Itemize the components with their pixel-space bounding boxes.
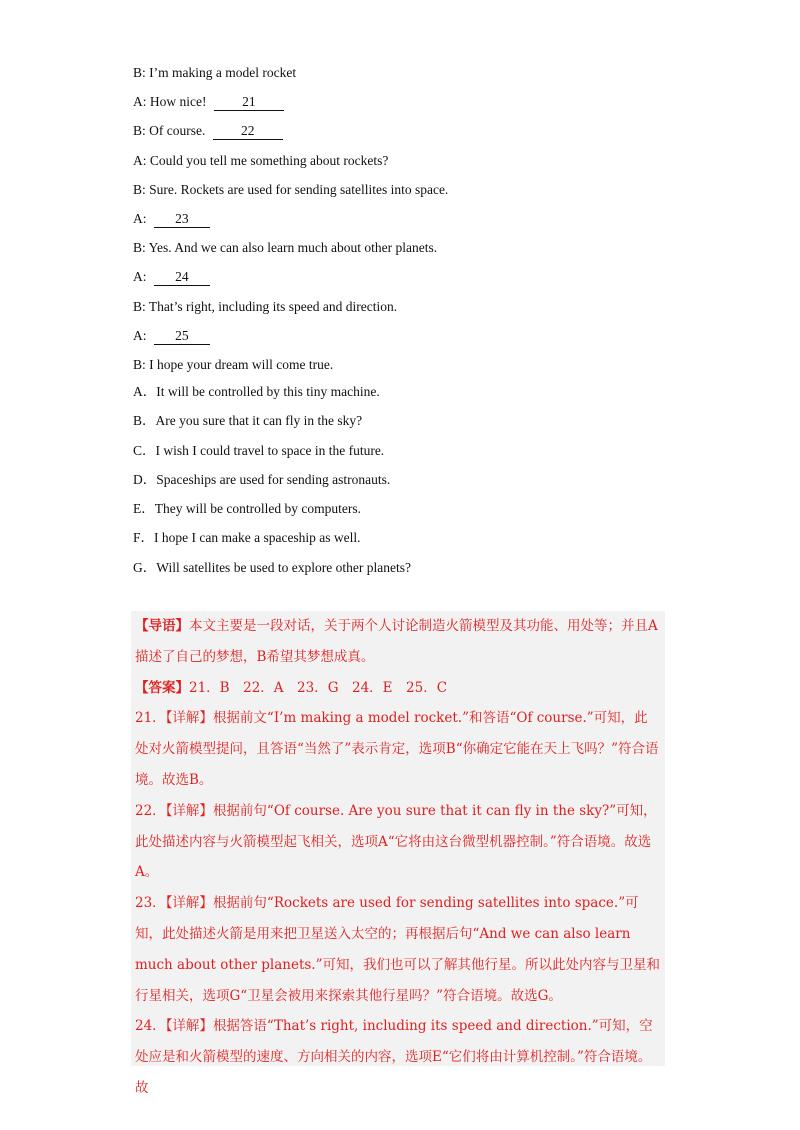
dialogue-line: [133, 292, 673, 321]
detail-24: [135, 1011, 665, 1103]
speaker-label: B:: [133, 240, 146, 256]
dialogue-text: How nice!: [149, 94, 207, 110]
answer-options: [133, 377, 673, 582]
dialogue-text: I hope your dream will come true.: [149, 356, 334, 372]
dialogue-text: Could you tell me something about rockets?: [149, 152, 389, 168]
detail-number: 24．: [135, 1018, 166, 1035]
detail-text: 根据前句“Of course. Are you sure that it can fly in the sky?”可知，此处描述内容与火箭模型起飞相关，选项A“它将由这台微型机器控制。”符合语境。故选A。: [135, 802, 657, 881]
detail-tag: 【详解】: [165, 895, 213, 912]
speaker-label: A:: [133, 94, 147, 110]
speaker-label: B:: [133, 123, 146, 139]
dialogue: [133, 58, 673, 379]
answer-blank: 22: [213, 123, 283, 140]
detail-number: 22．: [135, 802, 166, 819]
dialogue-line: [133, 350, 673, 379]
answer-tag: 【答案】: [135, 679, 189, 696]
speaker-label: B:: [133, 181, 146, 197]
dialogue-text: I’m making a model rocket: [149, 65, 297, 80]
speaker-label: B:: [133, 356, 146, 372]
dialogue-text: Of course.: [149, 123, 206, 139]
option-b: B．Are you sure that it can fly in the sky?: [133, 413, 363, 429]
dialogue-line: [133, 58, 673, 87]
detail-number: 23．: [135, 895, 166, 912]
dialogue-line: [133, 321, 673, 350]
detail-tag: 【详解】: [165, 802, 213, 819]
speaker-label: A:: [133, 210, 147, 226]
option-a: A．It will be controlled by this tiny machine.: [133, 384, 380, 399]
dialogue-text: Yes. And we can also learn much about other planets.: [148, 240, 438, 256]
detail-text: 根据前句“Rockets are used for sending satellites into space.”可知，此处描述火箭是用来把卫星送入太空的；再根据后句“And we can also learn much about other planets.”可知，我们也可以了解其他行星。所以此处内容与卫星和行星相关，选项G“卫星会被用来探索其他行星吗？”符合语境。故选G。: [135, 895, 660, 1004]
answer-key: [135, 673, 665, 704]
detail-23: [135, 888, 665, 1011]
speaker-label: B:: [133, 65, 146, 80]
detail-22: [135, 796, 665, 888]
option-g: G．Will satellites be used to explore other planets?: [133, 559, 412, 575]
dialogue-text: Sure. Rockets are used for sending satellites into space.: [149, 181, 449, 197]
detail-21: [135, 703, 665, 795]
dialogue-line: [133, 204, 673, 233]
detail-number: 21．: [135, 710, 166, 727]
option-e: E．They will be controlled by computers.: [133, 501, 361, 517]
dialogue-line: [133, 87, 673, 116]
answer-analysis-box: [131, 611, 665, 1096]
option-d: D．Spaceships are used for sending astronauts.: [133, 471, 391, 487]
intro-text: 本文主要是一段对话，关于两个人讨论制造火箭模型及其功能、用处等；并且A描述了自己的梦想，B希望其梦想成真。: [135, 618, 658, 665]
answer-blank: 25: [154, 328, 210, 345]
intro-paragraph: [135, 611, 665, 673]
answer-blank: 24: [154, 269, 210, 286]
detail-tag: 【详解】: [165, 1018, 213, 1035]
answer-blank: 21: [214, 94, 284, 111]
option-c: C．I wish I could travel to space in the future.: [133, 442, 385, 458]
detail-tag: 【详解】: [165, 710, 213, 727]
option-f: F．I hope I can make a spaceship as well.: [133, 530, 361, 546]
speaker-label: A:: [133, 269, 147, 285]
detail-text: 根据答语“That’s right, including its speed and direction.”可知，空处应是和火箭模型的速度、方向相关的内容，选项E“它们将由计算机控制。”符合语境。故: [135, 1018, 653, 1096]
dialogue-line: [133, 116, 673, 145]
answer-text: 21．B 22．A 23．G 24．E 25．C: [189, 679, 448, 696]
dialogue-text: That’s right, including its speed and direction.: [148, 298, 398, 314]
dialogue-line: [133, 233, 673, 262]
intro-tag: 【导语】: [135, 618, 189, 634]
dialogue-line: [133, 175, 673, 204]
detail-text: 根据前文“I’m making a model rocket.”和答语“Of course.”可知，此处对火箭模型提问，且答语“当然了”表示肯定，选项B“你确定它能在天上飞吗？”符合语境。故选B。: [135, 710, 659, 788]
speaker-label: B:: [133, 298, 146, 314]
answer-blank: 23: [154, 211, 210, 228]
dialogue-line: [133, 262, 673, 291]
dialogue-line: [133, 146, 673, 175]
speaker-label: A:: [133, 327, 147, 343]
speaker-label: A:: [133, 152, 147, 168]
